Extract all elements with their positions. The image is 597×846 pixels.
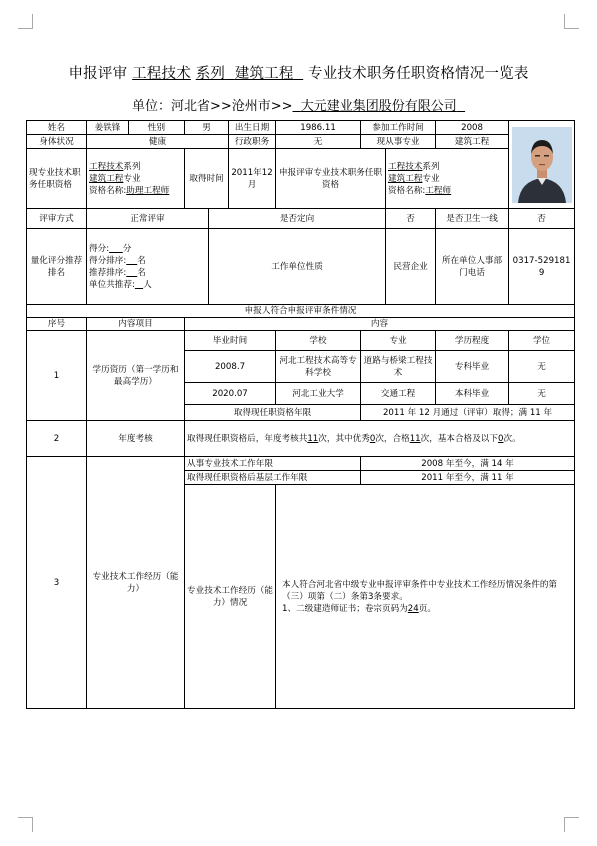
edu-degree: 无	[509, 351, 575, 383]
ranking-label: 量化评分推荐排名	[27, 229, 87, 305]
edu-head-time: 毕业时间	[185, 331, 276, 351]
ranking-value: 得分: 分 得分排序: 名 推荐排序: 名 单位共推荐: 人	[87, 229, 209, 305]
edu-degree: 无	[509, 383, 575, 405]
edu-head-level: 学历程度	[436, 331, 509, 351]
health-label: 身体状况	[27, 135, 87, 149]
title-major: 建筑工程	[234, 66, 294, 82]
exp-grassroots-value: 2011 年至今，满 11 年	[361, 471, 575, 485]
annual-no: 2	[27, 421, 87, 457]
directed-label: 是否定向	[209, 209, 386, 229]
health-line-label: 是否卫生一线	[436, 209, 509, 229]
table-row	[27, 135, 575, 149]
edu-level: 专科毕业	[436, 351, 509, 383]
table-row	[27, 209, 575, 229]
table-row	[27, 421, 575, 457]
edu-head-degree: 学位	[509, 331, 575, 351]
phone-label: 所在单位人事部门电话	[436, 229, 509, 305]
annual-item: 年度考核	[87, 421, 185, 457]
qualification-table	[26, 120, 575, 709]
edu-time: 2020.07	[185, 383, 276, 405]
org-type-label: 工作单位性质	[209, 229, 386, 305]
annual-content: 取得现任职资格后，年度考核共11次，其中优秀0次，合格11次，基本合格及以下0次。	[185, 421, 575, 457]
applicant-photo	[512, 127, 572, 203]
name-value: 姜铁锋	[87, 121, 129, 135]
org-type-value: 民营企业	[386, 229, 436, 305]
birth-label: 出生日期	[229, 121, 276, 135]
col-item-header: 内容项目	[87, 318, 185, 331]
exp-situation-label: 专业技术工作经历（能力）情况	[185, 485, 276, 709]
obtain-label: 取得时间	[185, 149, 229, 209]
edu-years-value: 2011 年 12 月通过（评审）取得；满 11 年	[361, 405, 575, 421]
title-series: 工程技术	[132, 66, 191, 82]
table-row	[27, 318, 575, 331]
col-no-header: 序号	[27, 318, 87, 331]
exp-years-value: 2008 年至今，满 14 年	[361, 457, 575, 471]
edu-head-school: 学校	[276, 331, 361, 351]
birth-value: 1986.11	[276, 121, 361, 135]
review-method-value: 正常评审	[87, 209, 209, 229]
major-value: 建筑工程	[436, 135, 509, 149]
title-prefix: 申报评审	[68, 66, 128, 82]
edu-no: 1	[27, 331, 87, 421]
current-qualification-value: 工程技术系列 建筑工程专业 资格名称:助理工程师	[87, 149, 185, 209]
exp-no: 3	[27, 457, 87, 709]
title-suffix: 专业技术职务任职资格情况一览表	[308, 66, 529, 82]
page-corner-mark	[564, 14, 579, 29]
phone-value: 0317-5291819	[509, 229, 575, 305]
name-label: 姓名	[27, 121, 87, 135]
page-corner-mark	[18, 14, 33, 29]
table-row	[27, 305, 575, 318]
table-row	[27, 331, 575, 351]
unit-line	[0, 95, 597, 114]
page-title	[0, 62, 597, 83]
edu-major: 道路与桥梁工程技术	[361, 351, 436, 383]
apply-qualification-label: 申报评审专业技术职务任职资格	[276, 149, 386, 209]
gender-value: 男	[185, 121, 229, 135]
admin-value: 无	[276, 135, 361, 149]
major-label: 现从事专业	[361, 135, 436, 149]
table-row	[27, 121, 575, 135]
current-qualification-label: 现专业技术职务任职资格	[27, 149, 87, 209]
exp-years-label: 从事专业技术工作年限	[185, 457, 361, 471]
edu-time: 2008.7	[185, 351, 276, 383]
unit-name: 大元建业集团股份有限公司	[300, 99, 457, 114]
health-value: 健康	[87, 135, 229, 149]
edu-major: 交通工程	[361, 383, 436, 405]
work-start-label: 参加工作时间	[361, 121, 436, 135]
person-portrait-icon	[512, 127, 572, 203]
title-series-suffix: 系列	[195, 66, 226, 82]
edu-item: 学历资历（第一学历和最高学历）	[87, 331, 185, 421]
page-corner-mark	[564, 817, 579, 832]
edu-years-label: 取得现任职资格年限	[185, 405, 361, 421]
exp-item: 专业技术工作经历（能力）	[87, 457, 185, 709]
edu-level: 本科毕业	[436, 383, 509, 405]
exp-grassroots-label: 取得现任职资格后基层工作年限	[185, 471, 361, 485]
col-content-header: 内容	[185, 318, 575, 331]
gender-label: 性别	[129, 121, 185, 135]
table-row	[27, 229, 575, 305]
photo-cell	[509, 121, 575, 209]
review-method-label: 评审方式	[27, 209, 87, 229]
edu-head-major: 专业	[361, 331, 436, 351]
admin-label: 行政职务	[229, 135, 276, 149]
table-row	[27, 457, 575, 471]
directed-value: 否	[386, 209, 436, 229]
obtain-value: 2011年12月	[229, 149, 276, 209]
conditions-section-title: 申报人符合申报评审条件情况	[27, 305, 575, 318]
edu-school: 河北工业大学	[276, 383, 361, 405]
table-row	[27, 149, 575, 209]
unit-label: 单位：河北省>>沧州市>>	[131, 99, 293, 114]
exp-situation-value: 本人符合河北省中级专业申报评审条件中专业技术工作经历情况条件的第（三）项第（二）条第3条要求。 1、二级建造师证书；卷宗页码为24页。	[276, 485, 575, 709]
page-corner-mark	[18, 817, 33, 832]
work-start-value: 2008	[436, 121, 509, 135]
edu-school: 河北工程技术高等专科学校	[276, 351, 361, 383]
health-line-value: 否	[509, 209, 575, 229]
apply-qualification-value: 工程技术系列 建筑工程专业 资格名称:工程师	[386, 149, 509, 209]
